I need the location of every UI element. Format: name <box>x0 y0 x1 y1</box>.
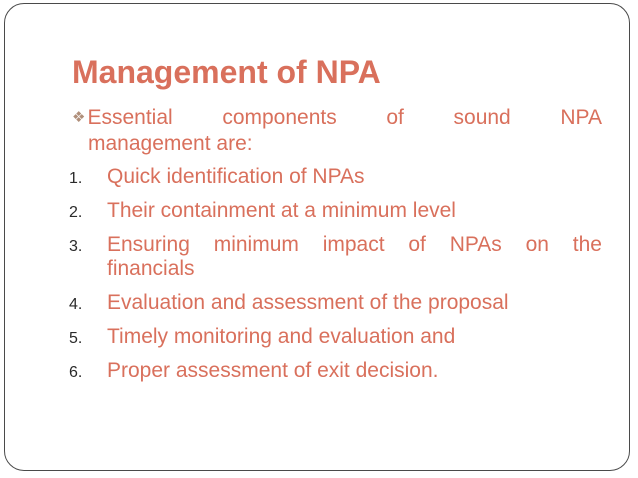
list-item <box>69 199 602 223</box>
intro-word: components <box>222 106 337 129</box>
list-item <box>69 359 602 383</box>
item-text: Proper assessment of exit decision. <box>107 359 439 382</box>
item-word: Ensuring <box>107 233 190 256</box>
intro-word: sound <box>453 106 511 129</box>
list-item <box>69 325 602 349</box>
item-number: 6. <box>69 364 83 381</box>
item-word: NPAs <box>449 233 502 256</box>
item-word: on <box>525 233 549 256</box>
list-item <box>69 233 602 281</box>
item-number: 1. <box>69 170 83 187</box>
item-word: minimum <box>213 233 299 256</box>
intro-continuation: management are: <box>88 132 253 155</box>
item-number: 4. <box>69 296 83 313</box>
list-item <box>69 291 602 315</box>
item-text-continuation: financials <box>107 257 195 280</box>
item-text-line <box>107 233 602 257</box>
intro-word: NPA <box>560 106 602 129</box>
item-word: impact <box>322 233 385 256</box>
item-text: Their containment at a minimum level <box>107 199 456 222</box>
slide-body <box>69 106 602 393</box>
intro-bullet-line <box>72 106 602 132</box>
intro-word: of <box>386 106 404 129</box>
intro-word: Essential <box>87 106 173 129</box>
diamond-bullet-icon: ❖ <box>72 109 86 126</box>
item-text: Evaluation and assessment of the proposal <box>107 291 509 314</box>
intro-bullet <box>72 106 602 156</box>
item-word: of <box>408 233 426 256</box>
slide-title: Management of NPA <box>72 54 381 90</box>
item-text: Quick identification of NPAs <box>107 165 365 188</box>
item-number: 3. <box>69 238 83 255</box>
item-word: the <box>572 233 602 256</box>
list-item <box>69 165 602 189</box>
item-number: 2. <box>69 204 83 221</box>
item-text: Timely monitoring and evaluation and <box>107 325 456 348</box>
item-number: 5. <box>69 330 83 347</box>
